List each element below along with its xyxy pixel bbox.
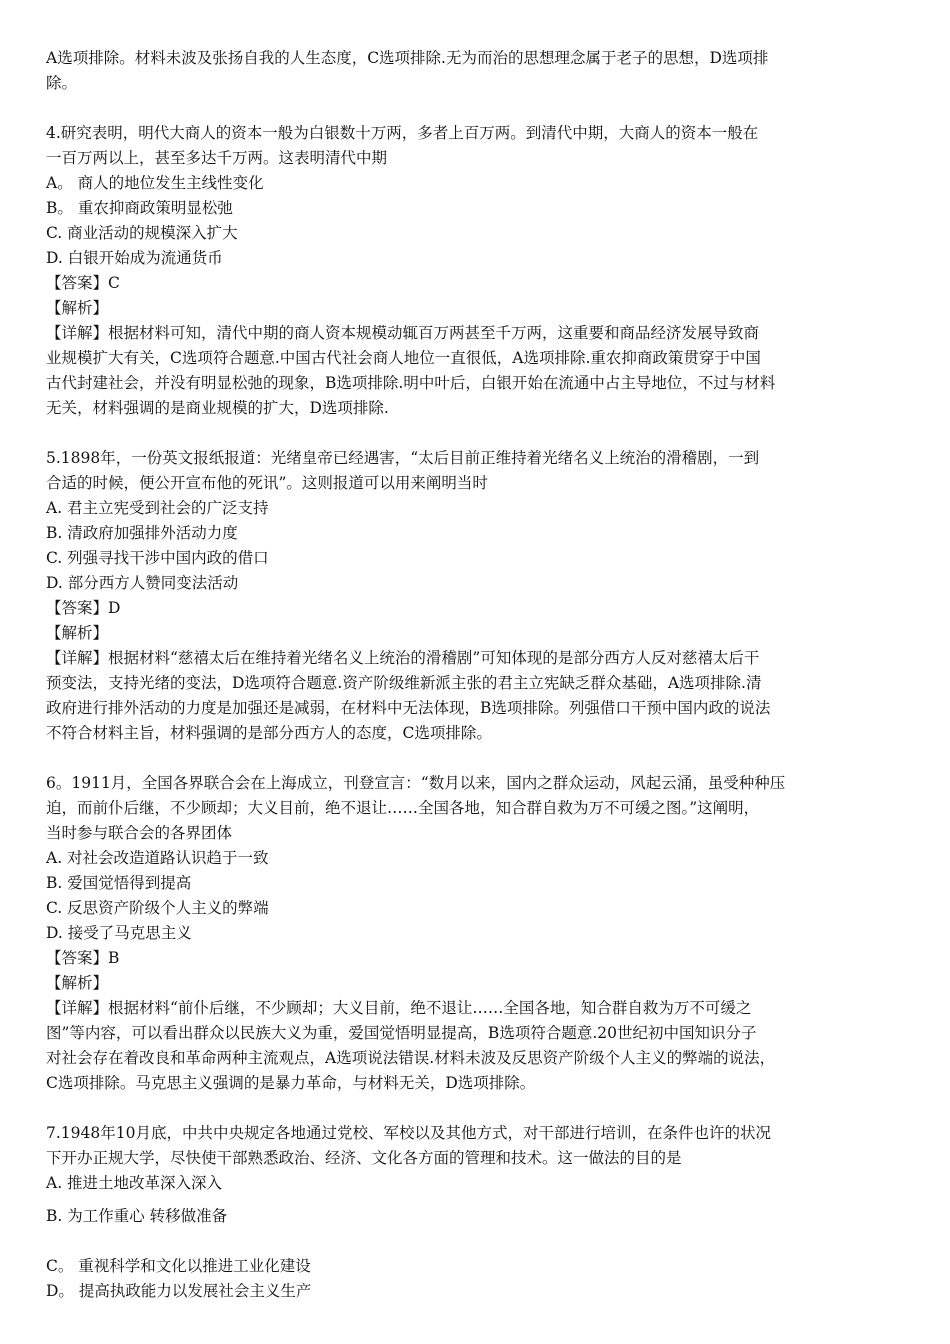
option-c: C。 重视科学和文化以推进工业化建设 bbox=[46, 1257, 311, 1275]
question-5 bbox=[46, 446, 910, 746]
answer-label: 【答案】B bbox=[46, 949, 120, 967]
question-6 bbox=[46, 771, 910, 1096]
detail-line: 无关，材料强调的是商业规模的扩大，D选项排除. bbox=[46, 399, 389, 417]
detail-line: C选项排除。马克思主义强调的是暴力革命，与材料无关，D选项排除。 bbox=[46, 1074, 536, 1092]
question-stem: 当时参与联合会的各界团体 bbox=[46, 824, 233, 842]
option-b: B. 爱国觉悟得到提高 bbox=[46, 874, 192, 892]
detail-line: 业规模扩大有关，C选项符合题意.中国古代社会商人地位一直很低，A选项排除.重农抑商政策贯穿于中国 bbox=[46, 349, 761, 367]
question-stem: 迫，而前仆后继，不少顾却；大义目前，绝不退让……全国各地，知合群自救为万不可缓之图。”这阐明， bbox=[46, 799, 760, 817]
analysis-label: 【解析】 bbox=[46, 624, 109, 642]
detail-line: 古代封建社会，并没有明显松弛的现象，B选项排除.明中叶后，白银开始在流通中占主导地位，不过与材料 bbox=[46, 374, 776, 392]
detail-line: 【详解】根据材料“前仆后继，不少顾却；大义目前，绝不退让……全国各地，知合群自救为万不可缓之 bbox=[46, 999, 752, 1017]
analysis-label: 【解析】 bbox=[46, 974, 109, 992]
detail-line: 预变法，支持光绪的变法，D选项符合题意.资产阶级维新派主张的君主立宪缺乏群众基础，A选项排除.清 bbox=[46, 674, 762, 692]
detail-line: 对社会存在着改良和革命两种主流观点，A选项说法错误.材料未波及反思资产阶级个人主义的弊端的说法， bbox=[46, 1049, 776, 1067]
detail-line: 【详解】根据材料可知，清代中期的商人资本规模动辄百万两甚至千万两，这重要和商品经济发展导致商 bbox=[46, 324, 760, 342]
option-b: B. 为工作重心 转移做准备 bbox=[46, 1207, 228, 1225]
option-d: D。 提高执政能力以发展社会主义生产 bbox=[46, 1282, 312, 1300]
question-stem: 6。1911月，全国各界联合会在上海成立，刊登宣言：“数月以来，国内之群众运动，风起云涌，虽受种种压 bbox=[46, 774, 786, 792]
option-a: A. 推进土地改革深入深入 bbox=[46, 1174, 223, 1192]
question-stem: 一百万两以上，甚至多达千万两。这表明清代中期 bbox=[46, 149, 388, 167]
detail-line: 不符合材料主旨，材料强调的是部分西方人的态度，C选项排除。 bbox=[46, 724, 492, 742]
question-7 bbox=[46, 1121, 910, 1304]
answer-label: 【答案】C bbox=[46, 274, 120, 292]
intro-paragraph bbox=[46, 46, 910, 96]
answer-label: 【答案】D bbox=[46, 599, 121, 617]
question-stem: 7.1948年10月底，中共中央规定各地通过党校、军校以及其他方式，对干部进行培训，在条件也许的状况 bbox=[46, 1124, 771, 1142]
detail-line: 图”等内容，可以看出群众以民族大义为重，爱国觉悟明显提高，B选项符合题意.20世纪初中国知识分子 bbox=[46, 1024, 757, 1042]
option-c: C. 反思资产阶级个人主义的弊端 bbox=[46, 899, 269, 917]
option-a: A. 君主立宪受到社会的广泛支持 bbox=[46, 499, 269, 517]
option-d: D. 接受了马克思主义 bbox=[46, 924, 192, 942]
option-b: B。 重农抑商政策明显松弛 bbox=[46, 199, 233, 217]
option-d: D. 部分西方人赞同变法活动 bbox=[46, 574, 239, 592]
option-d: D. 白银开始成为流通货币 bbox=[46, 249, 223, 267]
analysis-label: 【解析】 bbox=[46, 299, 109, 317]
option-c: C. 商业活动的规模深入扩大 bbox=[46, 224, 238, 242]
detail-line: 政府进行排外活动的力度是加强还是减弱，在材料中无法体现，B选项排除。列强借口干预中国内政的说法 bbox=[46, 699, 771, 717]
detail-line: 【详解】根据材料“慈禧太后在维持着光绪名义上统治的滑稽剧”可知体现的是部分西方人反对慈禧太后干 bbox=[46, 649, 760, 667]
question-stem: 合适的时候，便公开宣布他的死讯”。这则报道可以用来阐明当时 bbox=[46, 474, 488, 492]
option-a: A. 对社会改造道路认识趋于一致 bbox=[46, 849, 269, 867]
question-stem: 5.1898年，一份英文报纸报道：光绪皇帝已经遇害，“太后目前正维持着光绪名义上统治的滑稽剧，一到 bbox=[46, 449, 760, 467]
option-b: B. 清政府加强排外活动力度 bbox=[46, 524, 238, 542]
option-a: A。 商人的地位发生主线性变化 bbox=[46, 174, 264, 192]
question-stem: 4.研究表明，明代大商人的资本一般为白银数十万两，多者上百万两。到清代中期，大商人的资本一般在 bbox=[46, 124, 759, 142]
question-stem: 下开办正规大学，尽快使干部熟悉政治、经济、文化各方面的管理和技术。这一做法的目的是 bbox=[46, 1149, 682, 1167]
text-line: 除。 bbox=[46, 74, 78, 92]
option-c: C. 列强寻找干涉中国内政的借口 bbox=[46, 549, 269, 567]
question-4 bbox=[46, 121, 910, 421]
text-line: A选项排除。材料未波及张扬自我的人生态度，C选项排除.无为而治的思想理念属于老子的思想，D选项排 bbox=[46, 49, 769, 67]
